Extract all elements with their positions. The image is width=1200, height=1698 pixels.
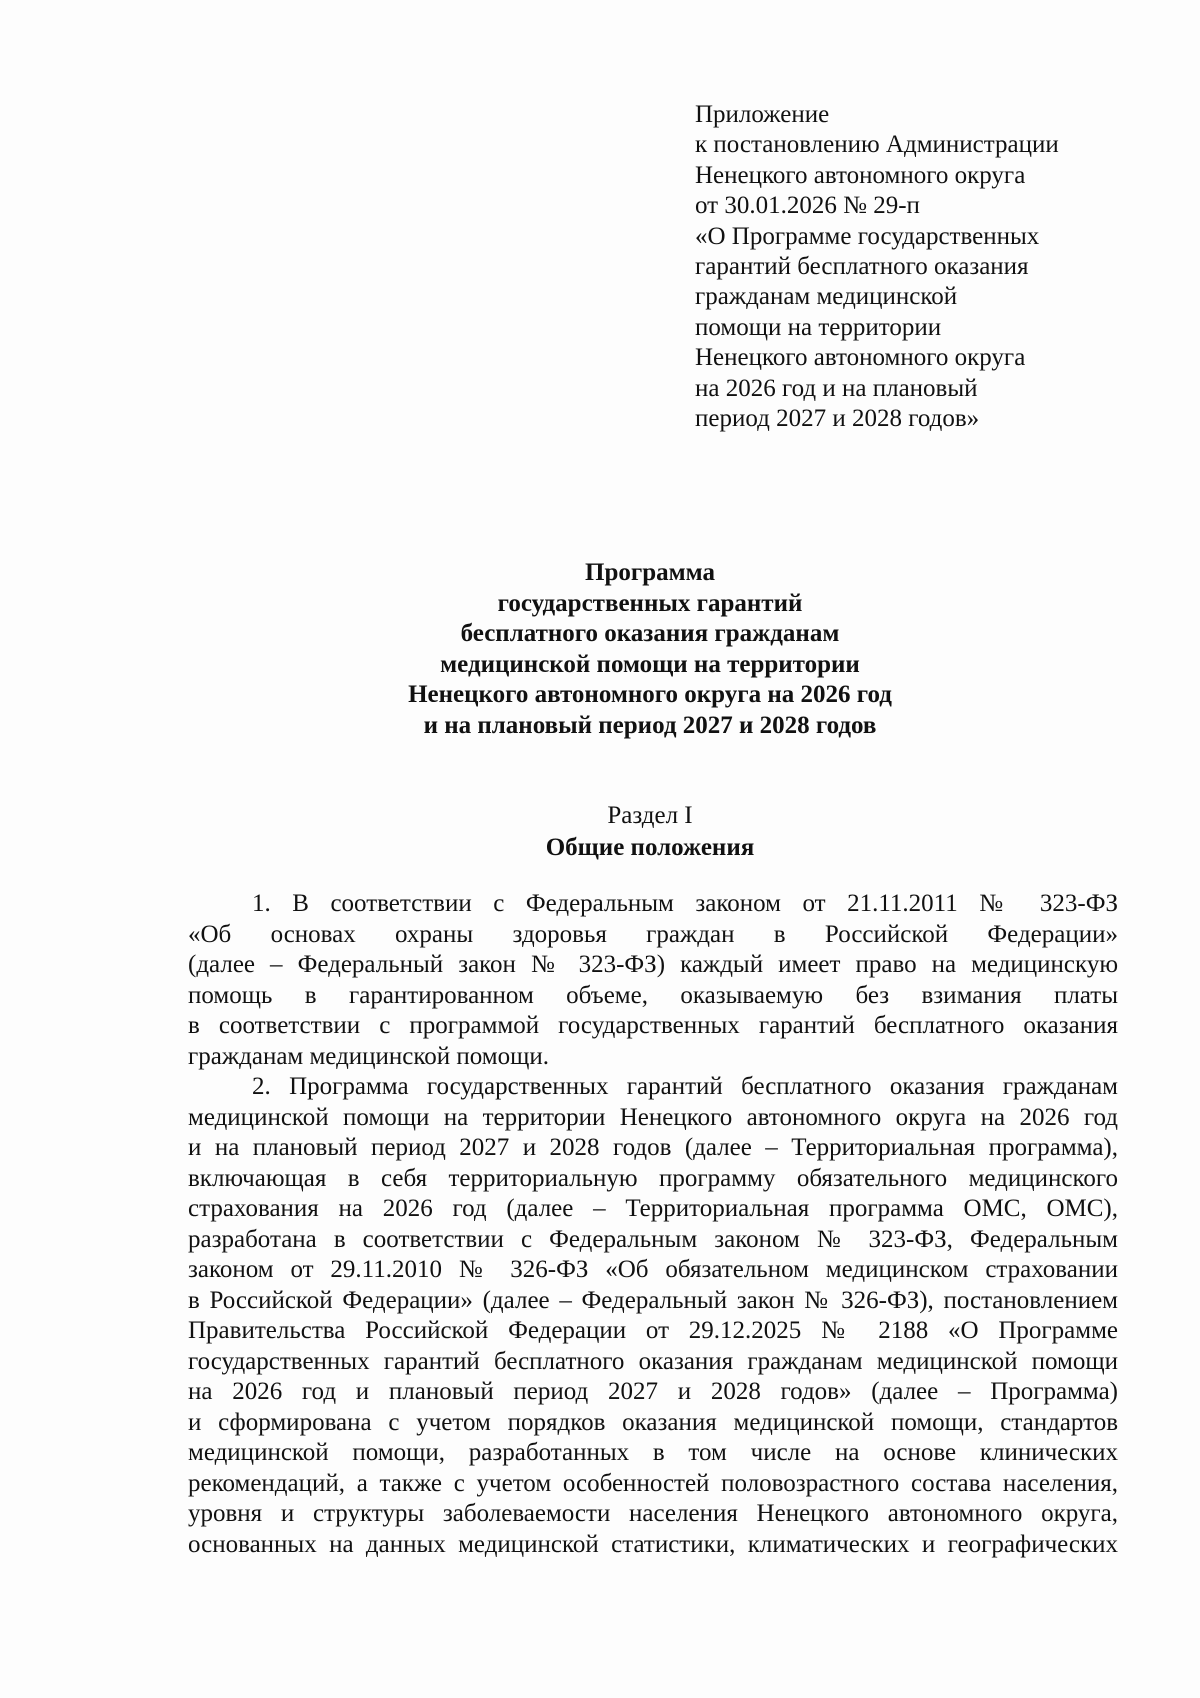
section-heading [150,800,1150,864]
title-line: Ненецкого автономного округа на 2026 год [408,681,892,708]
title-line: бесплатного оказания гражданам [460,620,840,647]
title-line: и на плановый период 2027 и 2028 годов [423,711,877,739]
appendix-line: гражданам медицинской [695,283,958,311]
paragraph-line: в соответствии с программой государственных гарантий бесплатного оказания [188,1012,1118,1039]
title-line: государственных гарантий [497,589,803,617]
appendix-line: Ненецкого автономного округа [695,161,1026,189]
paragraph-line: медицинской помощи, разработанных в том числе на основе клинических [188,1439,1118,1466]
paragraph-line: и на плановый период 2027 и 2028 годов (далее – Территориальная программа), [188,1134,1118,1161]
appendix-line: Приложение [695,101,830,128]
paragraph-line: 2. Программа государственных гарантий бесплатного оказания гражданам [252,1073,1118,1100]
body-text [188,889,1118,1560]
appendix-line: Ненецкого автономного округа [695,344,1026,372]
paragraph-line: Правительства Российской Федерации от 29.12.2025 № 2188 «О Программе [188,1317,1118,1344]
paragraph-line: «Об основах охраны здоровья граждан в Российской Федерации» [188,920,1118,948]
document-title [150,558,1150,741]
paragraph-line: включающая в себя территориальную программу обязательного медицинского [188,1164,1118,1192]
paragraph-line: разработана в соответствии с Федеральным законом № 323-ФЗ, Федеральным [188,1225,1118,1253]
appendix-line: к постановлению Администрации [695,131,1059,159]
appendix-line: период 2027 и 2028 годов» [695,405,980,433]
paragraph-line: основанных на данных медицинской статистики, климатических и географических [188,1530,1118,1558]
appendix-line: помощи на территории [695,313,942,341]
paragraph-line: законом от 29.11.2010 № 326-ФЗ «Об обязательном медицинском страховании [188,1256,1118,1283]
paragraph-line: в Российской Федерации» (далее – Федеральный закон № 326-ФЗ), постановлением [188,1286,1118,1314]
paragraph-line: на 2026 год и плановый период 2027 и 2028 годов» (далее – Программа) [188,1378,1118,1405]
appendix-line: «О Программе государственных [695,222,1040,250]
appendix-line: от 30.01.2026 № 29-п [695,192,920,220]
title-line: медицинской помощи на территории [440,650,860,678]
section-label: Раздел I [607,802,693,829]
appendix-line: на 2026 год и на плановый [695,374,978,402]
title-line: Программа [585,559,715,586]
paragraph-line: (далее – Федеральный закон № 323-ФЗ) каждый имеет право на медицинскую [188,951,1118,978]
section-name: Общие положения [545,834,755,861]
paragraph-line: 1. В соответствии с Федеральным законом от 21.11.2011 № 323-ФЗ [252,890,1118,917]
paragraph-line: помощь в гарантированном объеме, оказываемую без взимания платы [188,981,1118,1009]
paragraph-line: уровня и структуры заболеваемости населения Ненецкого автономного округа, [188,1500,1118,1527]
paragraph-line: государственных гарантий бесплатного оказания гражданам медицинской помощи [188,1347,1118,1375]
paragraph-line: страхования на 2026 год (далее – Территориальная программа ОМС, ОМС), [188,1195,1118,1222]
appendix-line: гарантий бесплатного оказания [695,253,1029,281]
paragraph-2 [188,1072,1118,1560]
paragraph-line: гражданам медицинской помощи. [188,1042,550,1070]
paragraph-line: медицинской помощи на территории Ненецкого автономного округа на 2026 год [188,1103,1118,1131]
paragraph-line: рекомендаций, а также с учетом особенностей половозрастного состава населения, [188,1469,1118,1497]
appendix-block [695,100,1135,434]
paragraph-1 [188,889,1118,1072]
paragraph-line: и сформирована с учетом порядков оказания медицинской помощи, стандартов [188,1408,1118,1436]
